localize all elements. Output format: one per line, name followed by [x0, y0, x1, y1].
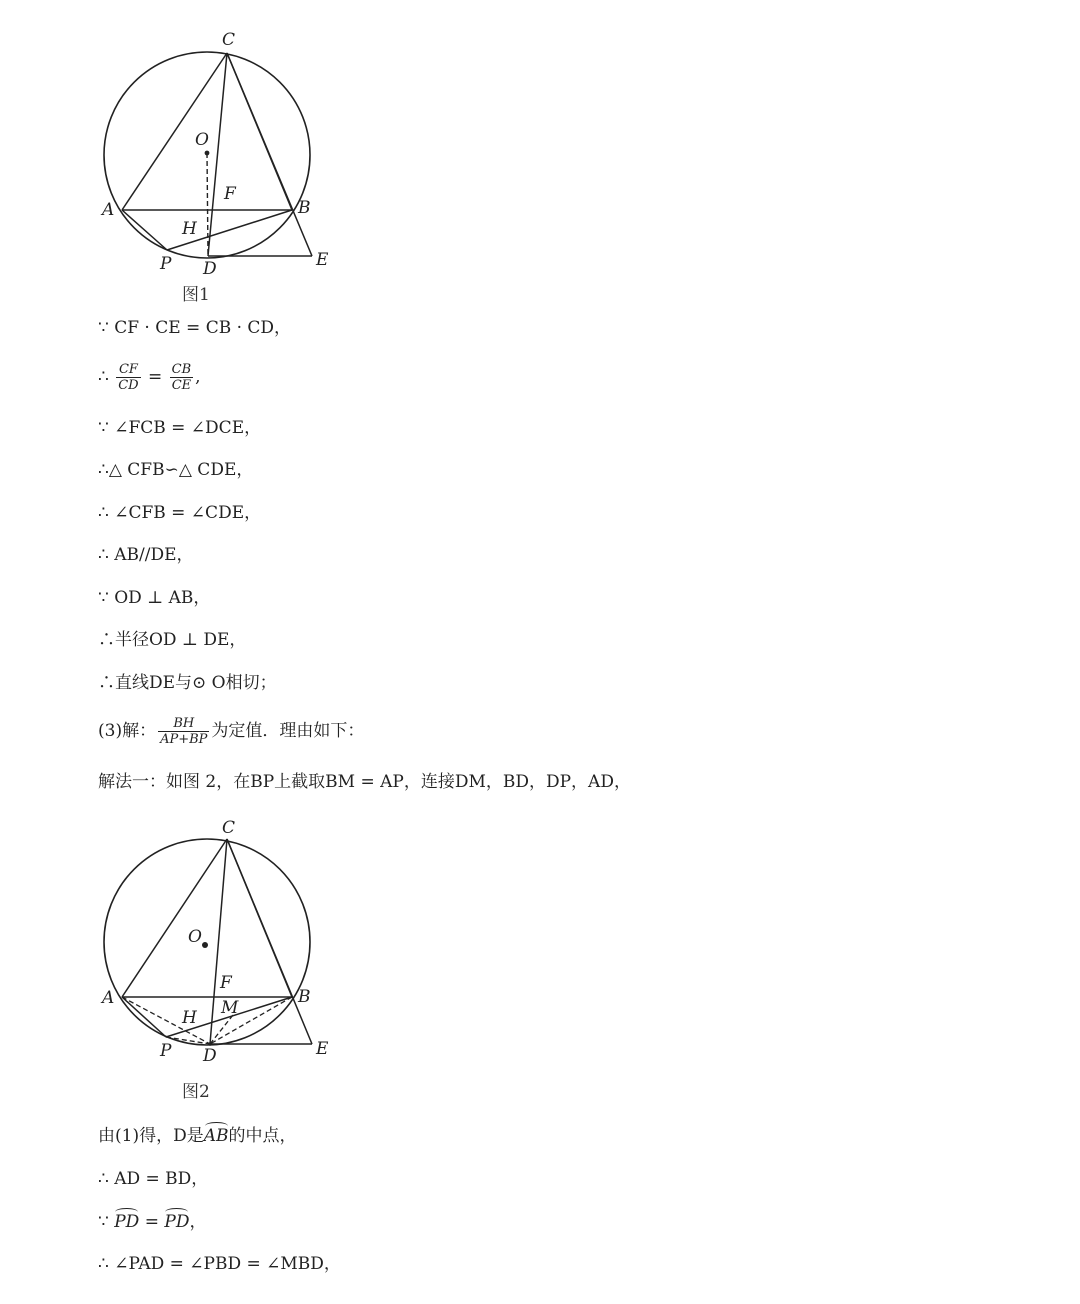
fraction-denominator: CE — [171, 378, 192, 393]
equals-sign: = — [139, 1212, 165, 1232]
fraction-bh-ap-bp — [158, 716, 209, 747]
label-e: E — [316, 250, 329, 270]
arc-ab: AB — [203, 1126, 229, 1146]
proof-line-9: ∴直线DE与⊙ O相切； — [98, 673, 277, 693]
proof-line-12-suffix: 的中点， — [228, 1126, 297, 1146]
fraction-cb-ce — [170, 362, 194, 393]
label-h: H — [182, 1008, 197, 1028]
figure-2 — [90, 812, 350, 1067]
label-c: C — [222, 818, 236, 838]
proof-line-12 — [98, 1126, 297, 1146]
figure-1-caption: 图1 — [182, 285, 210, 305]
segment-cd — [208, 53, 227, 256]
label-d: D — [203, 1046, 217, 1066]
proof-line-11: 解法一：如图 2，在BP上截取BM = AP，连接DM，BD，DP，AD， — [98, 772, 631, 792]
label-o: O — [195, 130, 209, 150]
label-f: F — [220, 973, 232, 993]
point-o — [202, 942, 208, 948]
fraction-cf-cd — [116, 362, 140, 393]
segment-ac — [122, 53, 227, 210]
proof-line-2 — [98, 362, 201, 393]
proof-line-5: ∴ ∠CFB = ∠CDE， — [98, 503, 262, 523]
label-p: P — [160, 254, 172, 274]
equals-sign: = — [142, 367, 168, 387]
label-b: B — [298, 198, 311, 218]
label-p: P — [160, 1041, 172, 1061]
proof-line-6: ∴ AB//DE， — [98, 545, 194, 565]
proof-line-7: ∵ OD ⊥ AB， — [98, 588, 211, 608]
label-h: H — [182, 219, 197, 239]
proof-line-13: ∴ AD = BD， — [98, 1169, 209, 1189]
proof-line-3: ∵ ∠FCB = ∠DCE， — [98, 418, 262, 438]
segment-od-dashed — [207, 153, 208, 256]
fraction-denominator: AP+BP — [160, 732, 208, 747]
segment-ap — [122, 210, 167, 250]
figure-2-caption: 图2 — [182, 1082, 210, 1102]
fraction-numerator: CB — [171, 362, 192, 377]
proof-line-15: ∴ ∠PAD = ∠PBD = ∠MBD， — [98, 1254, 341, 1274]
proof-line-14-prefix: ∵ — [98, 1212, 115, 1232]
arc-pd: PD — [114, 1212, 140, 1232]
proof-line-12-prefix: 由(1)得，D是 — [98, 1126, 204, 1146]
part-3-label: (3)解： — [98, 721, 157, 741]
arc-pd: PD — [164, 1212, 190, 1232]
proof-line-4: ∴△ CFB∽△ CDE， — [98, 460, 254, 480]
figure-1-diagram — [90, 25, 350, 275]
proof-line-2-suffix: , — [195, 367, 201, 387]
label-b: B — [298, 987, 311, 1007]
label-a: A — [102, 200, 115, 220]
label-a: A — [102, 988, 115, 1008]
proof-line-10 — [98, 716, 364, 747]
label-e: E — [316, 1039, 329, 1059]
segment-ac — [122, 839, 227, 997]
segment-ce — [227, 53, 312, 256]
proof-line-8: ∴半径OD ⊥ DE， — [98, 630, 247, 650]
point-o — [205, 151, 210, 156]
proof-line-2-prefix: ∴ — [98, 367, 115, 387]
proof-line-10-suffix: 为定值．理由如下： — [211, 721, 365, 741]
fraction-numerator: CF — [116, 362, 140, 378]
proof-line-14-suffix: ， — [189, 1212, 207, 1232]
fraction-numerator: BH — [158, 716, 209, 732]
proof-line-1: ∵ CF · CE = CB · CD， — [98, 318, 292, 338]
label-d: D — [203, 259, 217, 275]
label-o: O — [188, 927, 202, 947]
label-m: M — [221, 998, 239, 1018]
figure-2-diagram — [90, 812, 350, 1067]
label-f: F — [224, 184, 236, 204]
fraction-denominator: CD — [118, 378, 139, 393]
figure-1 — [90, 25, 350, 275]
proof-line-14 — [98, 1212, 206, 1232]
label-c: C — [222, 30, 236, 50]
